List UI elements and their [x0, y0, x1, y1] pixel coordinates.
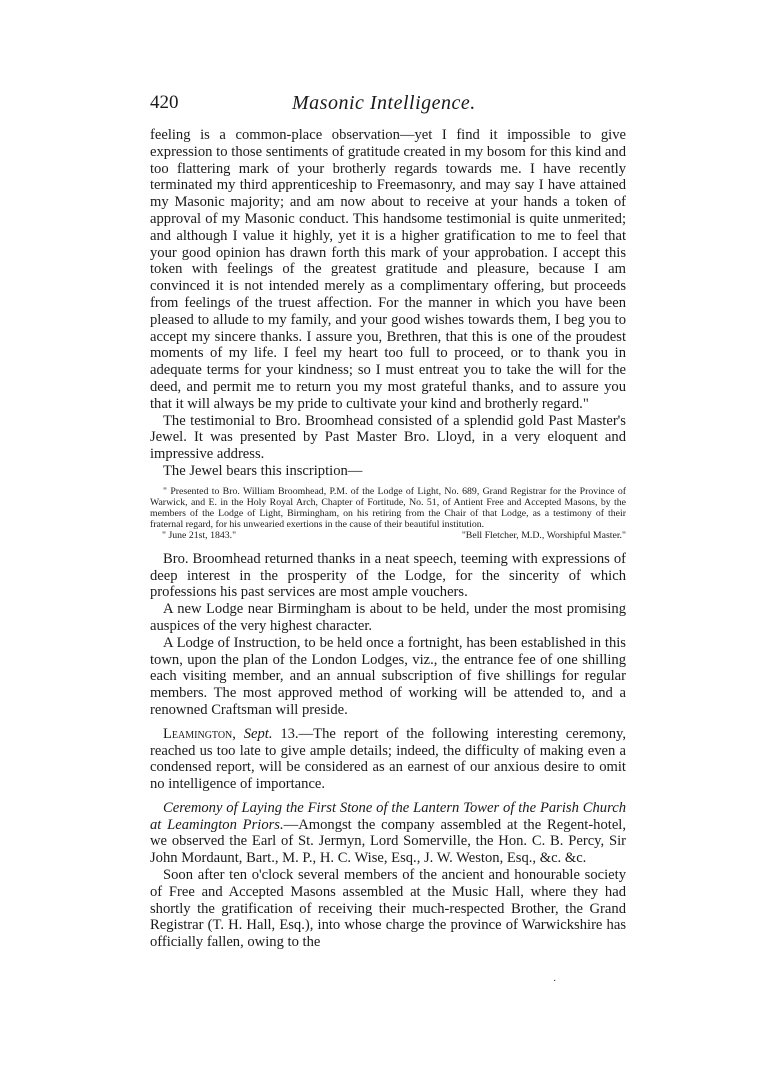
jewel-inscription	[150, 486, 626, 541]
running-title: Masonic Intelligence.	[292, 92, 476, 114]
leamington-place: Leamington,	[163, 725, 236, 742]
inscription-date: " June 21st, 1843."	[162, 529, 237, 541]
paragraph-speech-continued: feeling is a common-place observation—yet I find it impossible to give expression to those sentiments of gratitude created in my bosom for this kind and too flattering mark of your brotherly regards towards me. I have recently terminated my third apprenticeship to Freemasonry, and may say I have attained my Masonic majority; and am now about to receive at your hands a token of approval of my Masonic conduct. This handsome testimonial is quite unmerited; and although I value it highly, yet it is a higher gratification to me to feel that your good opinion has drawn forth this mark of your approbation. I accept this token with feelings of the greatest gratitude and pleasure, because I am convinced it is not intended merely as a complimentary offering, but proceeds from feelings of the truest affection. For the manner in which you have been pleased to allude to my family, and your good wishes towards them, I beg you to accept my sincere thanks. I assure you, Brethren, that this is one of the proudest moments of my life. I feel my heart too full to proceed, or to thank you in adequate terms for your kindness; so I must entreat you to take the will for the deed, and permit me to return you my most grateful thanks, and to assure you that it will always be my pride to cultivate your kind and brotherly regard."	[150, 127, 626, 412]
inscription-footer	[150, 530, 626, 541]
page-number: 420	[150, 92, 179, 113]
page-header	[150, 92, 625, 118]
inscription-text: " Presented to Bro. William Broomhead, P.M. of the Lodge of Light, No. 689, Grand Registrar for the Province of Warwick, and E. in the Holy Royal Arch, Chapter of Fortitude, No. 51, of Antient Free and Accepted Masons, by the members of the Lodge of Light, Birmingham, on his retiring from the Chair of that Lodge, as a testimony of their fraternal regard, for his unwearied exertions in the cause of their beautiful institution.	[150, 485, 626, 530]
text-column	[150, 127, 626, 951]
paragraph-music-hall: Soon after ten o'clock several members of the ancient and honourable society of Free and Accepted Masons assembled at the Music Hall, where they had shortly the gratification of receiving their much-respected Brother, the Grand Registrar (T. H. Hall, Esq.), into whose charge the province of Warwickshire has officially fallen, owing to the	[150, 867, 626, 951]
inscription-signature: "Bell Fletcher, M.D., Worshipful Master."	[461, 529, 626, 541]
paragraph-broomhead-thanks: Bro. Broomhead returned thanks in a neat speech, teeming with expressions of deep interest in the prosperity of the Lodge, for the sincerity of which professions his past services are most ample vouchers.	[150, 550, 626, 601]
ceremony-title: Ceremony of Laying the First Stone of the Lantern Tower of the Parish Church at Leamington Priors.	[150, 799, 626, 833]
ceremony-company: —Amongst the company assembled at the Regent-hotel, we observed the Earl of St. Jermyn, Lord Somerville, the Hon. C. B. Percy, Sir John Mordaunt, Bart., M. P., H. C. Wise, Esq., J. W. Weston, Esq., &c. &c.	[150, 816, 627, 867]
leamington-date: Sept.	[243, 725, 273, 742]
paragraph-new-lodge: A new Lodge near Birmingham is about to be held, under the most promising auspices of the very highest character.	[150, 601, 626, 634]
footer-mark: ·	[553, 976, 557, 987]
paragraph-lodge-of-instruction: A Lodge of Instruction, to be held once a fortnight, has been established in this town, upon the plan of the London Lodges, viz., the entrance fee of one shilling each visiting member, and an annual subscription of five shillings for regular members. The most approved method of working will be attended to, and a renowned Craftsman will preside.	[150, 634, 626, 718]
leamington-report: 13.—The report of the following interesting ceremony, reached us too late to give ample details; indeed, the difficulty of making even a condensed report, will be considered as an earnest of our anxious desire to omit no intelligence of importance.	[150, 725, 626, 793]
paragraph-testimonial: The testimonial to Bro. Broomhead consisted of a splendid gold Past Master's Jewel. It was presented by Past Master Bro. Lloyd, in a very eloquent and impressive address.	[150, 412, 626, 463]
paragraph-inscription-intro: The Jewel bears this inscription—	[163, 462, 363, 479]
paragraph-leamington	[150, 726, 626, 793]
paragraph-ceremony	[150, 800, 626, 867]
